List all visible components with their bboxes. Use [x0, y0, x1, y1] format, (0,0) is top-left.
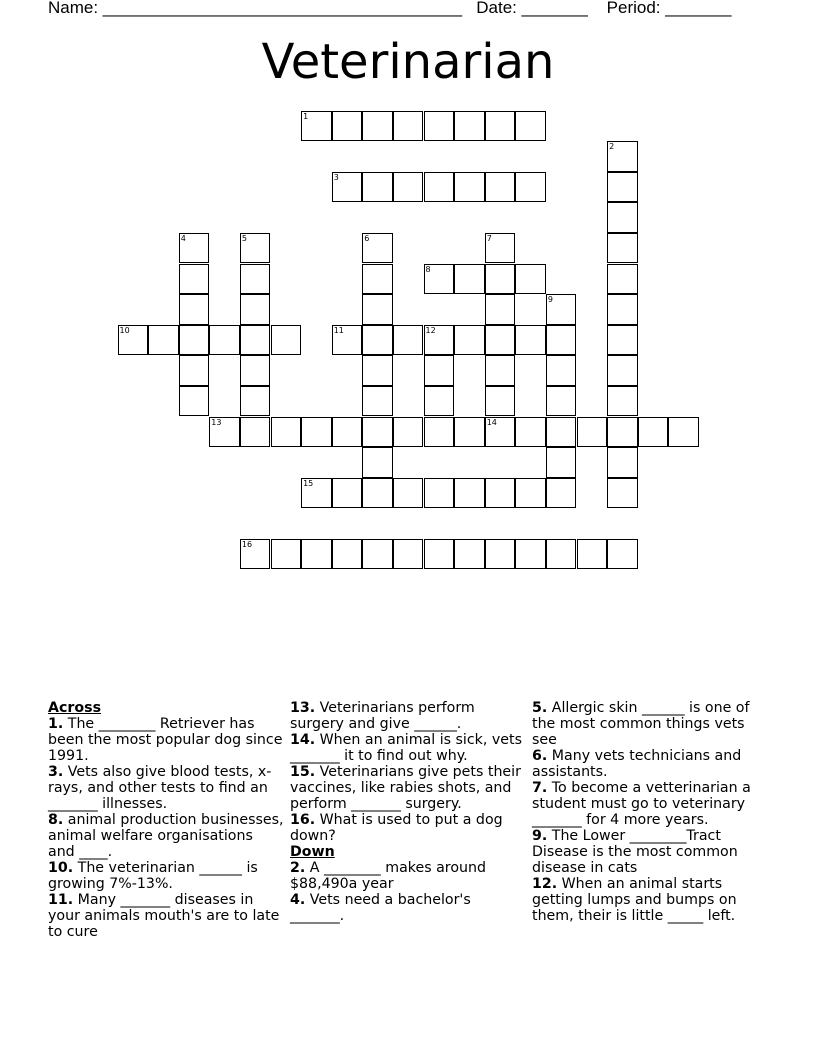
- grid-cell[interactable]: [424, 172, 455, 203]
- grid-cell[interactable]: [485, 111, 516, 142]
- grid-cell[interactable]: [362, 539, 393, 570]
- clue-number: 10: [119, 325, 130, 335]
- grid-cell[interactable]: [485, 325, 516, 356]
- down-heading: Down: [290, 844, 335, 860]
- grid-cell[interactable]: [424, 111, 455, 142]
- clue-item-text: The Lower ________Tract Disease is the most common disease in cats: [532, 828, 738, 876]
- grid-cell[interactable]: [607, 478, 638, 509]
- grid-cell[interactable]: [271, 325, 302, 356]
- grid-cell[interactable]: [577, 417, 608, 448]
- clue-number: 14: [486, 417, 497, 427]
- grid-cell[interactable]: [546, 447, 577, 478]
- grid-cell[interactable]: [362, 111, 393, 142]
- grid-cell[interactable]: [301, 539, 332, 570]
- clue-item-number: 6.: [532, 748, 548, 764]
- clues-column-3: [532, 700, 768, 924]
- header-line: Name: ______________________________________ Date: _______ Period: _______: [48, 0, 732, 17]
- grid-cell[interactable]: [240, 264, 271, 295]
- clue-item-number: 13.: [290, 700, 316, 716]
- grid-cell[interactable]: [546, 417, 577, 448]
- grid-cell[interactable]: [393, 478, 424, 509]
- clue-item-text: To become a vetterinarian a student must go to veterinary _______ for 4 more years.: [532, 780, 751, 828]
- clue-item-text: Veterinarians perform surgery and give ______.: [290, 700, 475, 732]
- grid-cell[interactable]: [240, 325, 271, 356]
- grid-cell[interactable]: [454, 111, 485, 142]
- grid-cell[interactable]: [607, 386, 638, 417]
- grid-cell[interactable]: [362, 417, 393, 448]
- grid-cell[interactable]: [393, 539, 424, 570]
- grid-cell[interactable]: [577, 539, 608, 570]
- grid-cell[interactable]: [454, 417, 485, 448]
- clue-item-text: A ________ makes around $88,490a year: [290, 860, 486, 892]
- grid-cell[interactable]: [179, 264, 210, 295]
- clues-column-1: [48, 700, 284, 940]
- clue-number: 11: [333, 325, 344, 335]
- grid-cell[interactable]: [332, 478, 363, 509]
- clue-item: [48, 716, 284, 764]
- grid-cell[interactable]: [607, 417, 638, 448]
- clue-item: [532, 828, 768, 876]
- clue-item-text: Many _______ diseases in your animals mouth's are to late to cure: [48, 892, 280, 940]
- grid-cell[interactable]: [515, 172, 546, 203]
- grid-cell[interactable]: [362, 478, 393, 509]
- clue-item-text: When an animal is sick, vets _______ it to find out why.: [290, 732, 522, 764]
- grid-cell[interactable]: [546, 386, 577, 417]
- grid-cell[interactable]: [668, 417, 699, 448]
- grid-cell[interactable]: [424, 539, 455, 570]
- grid-cell[interactable]: [607, 202, 638, 233]
- grid-cell[interactable]: [485, 172, 516, 203]
- clue-item: [532, 876, 768, 924]
- clue-item-text: When an animal starts getting lumps and bumps on them, their is little _____ left.: [532, 876, 737, 924]
- grid-cell[interactable]: [607, 264, 638, 295]
- grid-cell[interactable]: [515, 264, 546, 295]
- grid-cell[interactable]: [515, 478, 546, 509]
- grid-cell[interactable]: [362, 325, 393, 356]
- clue-item: [290, 764, 526, 812]
- clue-number: 15: [303, 478, 314, 488]
- clue-number: 12: [425, 325, 436, 335]
- clue-item-number: 12.: [532, 876, 558, 892]
- clue-item: [290, 812, 526, 844]
- clue-item: [290, 892, 526, 924]
- grid-cell[interactable]: [515, 417, 546, 448]
- grid-cell[interactable]: [179, 355, 210, 386]
- clue-number: 8: [425, 264, 431, 274]
- clue-number: 3: [333, 172, 339, 182]
- clue-item: [532, 700, 768, 748]
- grid-cell[interactable]: [607, 294, 638, 325]
- grid-cell[interactable]: [271, 539, 302, 570]
- grid-cell[interactable]: [454, 478, 485, 509]
- grid-cell[interactable]: [546, 355, 577, 386]
- clue-item-text: What is used to put a dog down?: [290, 812, 503, 844]
- across-clues-list: [48, 716, 284, 940]
- grid-cell[interactable]: [179, 325, 210, 356]
- clue-item-number: 7.: [532, 780, 548, 796]
- grid-cell[interactable]: [393, 417, 424, 448]
- clue-number: 9: [547, 295, 553, 305]
- clue-item-text: The veterinarian ______ is growing 7%-13%.: [48, 860, 258, 892]
- down-clues-list: [290, 860, 526, 924]
- clue-item-number: 9.: [532, 828, 548, 844]
- clues-column-2: [290, 700, 526, 924]
- grid-cell[interactable]: [393, 172, 424, 203]
- grid-cell[interactable]: [424, 417, 455, 448]
- clue-item-number: 3.: [48, 764, 64, 780]
- grid-cell[interactable]: [638, 417, 669, 448]
- grid-cell[interactable]: [485, 386, 516, 417]
- clue-item-text: Many vets technicians and assistants.: [532, 748, 742, 780]
- across-clues-list-cont: [290, 700, 526, 844]
- clue-item-number: 5.: [532, 700, 548, 716]
- grid-cell[interactable]: [301, 417, 332, 448]
- page-title: Veterinarian: [261, 34, 555, 90]
- grid-cell[interactable]: [332, 417, 363, 448]
- grid-cell[interactable]: [148, 325, 179, 356]
- clue-item-number: 4.: [290, 892, 306, 908]
- down-clues-list-cont: [532, 700, 768, 924]
- clue-number: 16: [241, 539, 253, 549]
- grid-cell[interactable]: [362, 447, 393, 478]
- grid-cell[interactable]: [515, 111, 546, 142]
- grid-cell[interactable]: [209, 325, 240, 356]
- clue-item: [48, 764, 284, 812]
- clue-item-text: Vets need a bachelor's _______.: [290, 892, 471, 924]
- grid-cell[interactable]: [454, 264, 485, 295]
- grid-cell[interactable]: [607, 325, 638, 356]
- grid-cell[interactable]: [362, 355, 393, 386]
- grid-cell[interactable]: [454, 539, 485, 570]
- clue-item: [290, 732, 526, 764]
- grid-cell[interactable]: [607, 447, 638, 478]
- clue-item-text: Veterinarians give pets their vaccines, like rabies shots, and perform _______ surgery.: [290, 764, 521, 812]
- across-heading: Across: [48, 700, 102, 716]
- grid-cell[interactable]: [332, 111, 363, 142]
- clue-item-text: animal production businesses, animal welfare organisations and ____.: [48, 812, 284, 860]
- grid-cell[interactable]: [362, 294, 393, 325]
- grid-cell[interactable]: [454, 325, 485, 356]
- grid-cell[interactable]: [240, 355, 271, 386]
- clue-item-number: 10.: [48, 860, 74, 876]
- clue-item: [48, 812, 284, 860]
- clue-item-number: 11.: [48, 892, 74, 908]
- clue-item-number: 15.: [290, 764, 316, 780]
- grid-cell[interactable]: [424, 478, 455, 509]
- clue-number: 5: [241, 233, 247, 243]
- grid-cell[interactable]: [607, 355, 638, 386]
- grid-cell[interactable]: [515, 539, 546, 570]
- clue-number: 2: [609, 142, 615, 152]
- clue-item-number: 14.: [290, 732, 316, 748]
- clue-item: [48, 892, 284, 940]
- grid-cell[interactable]: [271, 417, 302, 448]
- clue-item: [532, 748, 768, 780]
- clue-number: 4: [180, 233, 186, 243]
- clue-item-text: Vets also give blood tests, x-rays, and other tests to find an _______ illnesses.: [48, 764, 272, 812]
- grid-cell[interactable]: [454, 172, 485, 203]
- clue-number: 13: [211, 417, 222, 427]
- grid-cell[interactable]: [515, 325, 546, 356]
- clue-item-number: 2.: [290, 860, 306, 876]
- grid-cell[interactable]: [485, 264, 516, 295]
- grid-cell[interactable]: [362, 172, 393, 203]
- clue-number: 6: [364, 233, 370, 243]
- clue-item: [532, 780, 768, 828]
- grid-cell[interactable]: [485, 478, 516, 509]
- grid-cell[interactable]: [424, 386, 455, 417]
- grid-cell[interactable]: [393, 325, 424, 356]
- grid-cell[interactable]: [424, 355, 455, 386]
- clue-item: [290, 700, 526, 732]
- grid-cell[interactable]: [240, 294, 271, 325]
- grid-cell[interactable]: [485, 355, 516, 386]
- clue-item-number: 1.: [48, 716, 64, 732]
- clue-number: 7: [486, 233, 492, 243]
- clue-number: 1: [303, 111, 309, 121]
- clue-item: [290, 860, 526, 892]
- clue-item-text: Allergic skin ______ is one of the most common things vets see: [532, 700, 750, 748]
- grid-cell[interactable]: [485, 294, 516, 325]
- clue-item-number: 16.: [290, 812, 316, 828]
- grid-cell[interactable]: [607, 233, 638, 264]
- grid-cell[interactable]: [607, 539, 638, 570]
- clue-item-text: The ________ Retriever has been the most popular dog since 1991.: [48, 716, 283, 764]
- grid-cell[interactable]: [546, 539, 577, 570]
- clue-item-number: 8.: [48, 812, 64, 828]
- grid-cell[interactable]: [179, 386, 210, 417]
- grid-cell[interactable]: [362, 264, 393, 295]
- clue-item: [48, 860, 284, 892]
- grid-cell[interactable]: [362, 386, 393, 417]
- grid-cell[interactable]: [546, 478, 577, 509]
- grid-cell[interactable]: [332, 539, 363, 570]
- grid-cell[interactable]: [485, 539, 516, 570]
- grid-cell[interactable]: [393, 111, 424, 142]
- grid-cell[interactable]: [607, 172, 638, 203]
- grid-cell[interactable]: [546, 325, 577, 356]
- grid-cell[interactable]: [240, 386, 271, 417]
- grid-cell[interactable]: [240, 417, 271, 448]
- grid-cell[interactable]: [179, 294, 210, 325]
